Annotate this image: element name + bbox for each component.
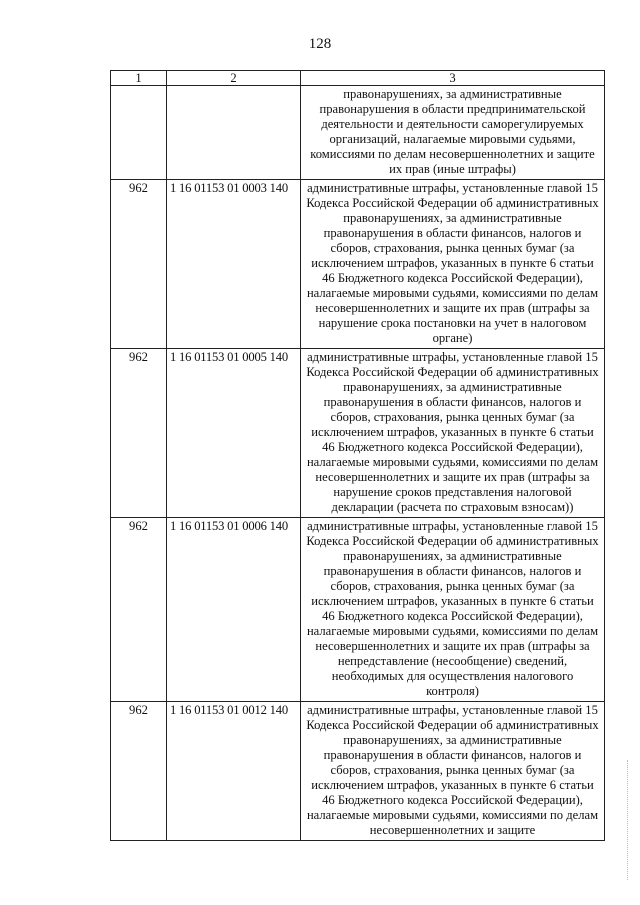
header-col-1: 1 [111, 71, 167, 86]
page-number: 128 [308, 36, 332, 52]
budget-code-cell: 1 16 01153 01 0003 140 [167, 180, 301, 349]
table-row [111, 518, 605, 702]
header-col-2: 2 [167, 71, 301, 86]
table-row [111, 86, 605, 180]
description-cell: административные штрафы, установленные главой 15 Кодекса Российской Федерации об административных правонарушениях, за административные правонарушения в области финансов, налогов и сборов, страхования, рынка ценных бумаг (за исключением штрафов, указанных в пункте 6 статьи 46 Бюджетного кодекса Российской Федерации), налагаемые мировыми судьями, комиссиями по делам несовершеннолетних и защите [301, 702, 605, 841]
description-cell: правонарушениях, за административные правонарушения в области предпринимательской деятельности и деятельности саморегулируемых организаций, налагаемые мировыми судьями, комиссиями по делам несовершеннолетних и защите их прав (иные штрафы) [301, 86, 605, 180]
description-cell: административные штрафы, установленные главой 15 Кодекса Российской Федерации об административных правонарушениях, за административные правонарушения в области финансов, налогов и сборов, страхования, рынка ценных бумаг (за исключением штрафов, указанных в пункте 6 статьи 46 Бюджетного кодекса Российской Федерации), налагаемые мировыми судьями, комиссиями по делам несовершеннолетних и защите их прав (штрафы за нарушение срока постановки на учет в налоговом органе) [301, 180, 605, 349]
description-cell: административные штрафы, установленные главой 15 Кодекса Российской Федерации об административных правонарушениях, за административные правонарушения в области финансов, налогов и сборов, страхования, рынка ценных бумаг (за исключением штрафов, указанных в пункте 6 статьи 46 Бюджетного кодекса Российской Федерации), налагаемые мировыми судьями, комиссиями по делам несовершеннолетних и защите их прав (штрафы за нарушение сроков представления налоговой декларации (расчета по страховым взносам)) [301, 349, 605, 518]
budget-code-cell: 1 16 01153 01 0006 140 [167, 518, 301, 702]
table-header-row [111, 71, 605, 86]
table-row [111, 349, 605, 518]
scan-edge-mark [627, 760, 630, 880]
header-col-3: 3 [301, 71, 605, 86]
budget-code-cell: 1 16 01153 01 0005 140 [167, 349, 301, 518]
table-row [111, 180, 605, 349]
admin-code-cell: 962 [111, 518, 167, 702]
budget-code-cell: 1 16 01153 01 0012 140 [167, 702, 301, 841]
admin-code-cell [111, 86, 167, 180]
admin-code-cell: 962 [111, 180, 167, 349]
table-row [111, 702, 605, 841]
budget-code-cell [167, 86, 301, 180]
budget-codes-table [110, 70, 605, 841]
description-cell: административные штрафы, установленные главой 15 Кодекса Российской Федерации об административных правонарушениях, за административные правонарушения в области финансов, налогов и сборов, страхования, рынка ценных бумаг (за исключением штрафов, указанных в пункте 6 статьи 46 Бюджетного кодекса Российской Федерации), налагаемые мировыми судьями, комиссиями по делам несовершеннолетних и защите их прав (штрафы за непредставление (несообщение) сведений, необходимых для осуществления налогового контроля) [301, 518, 605, 702]
admin-code-cell: 962 [111, 702, 167, 841]
admin-code-cell: 962 [111, 349, 167, 518]
